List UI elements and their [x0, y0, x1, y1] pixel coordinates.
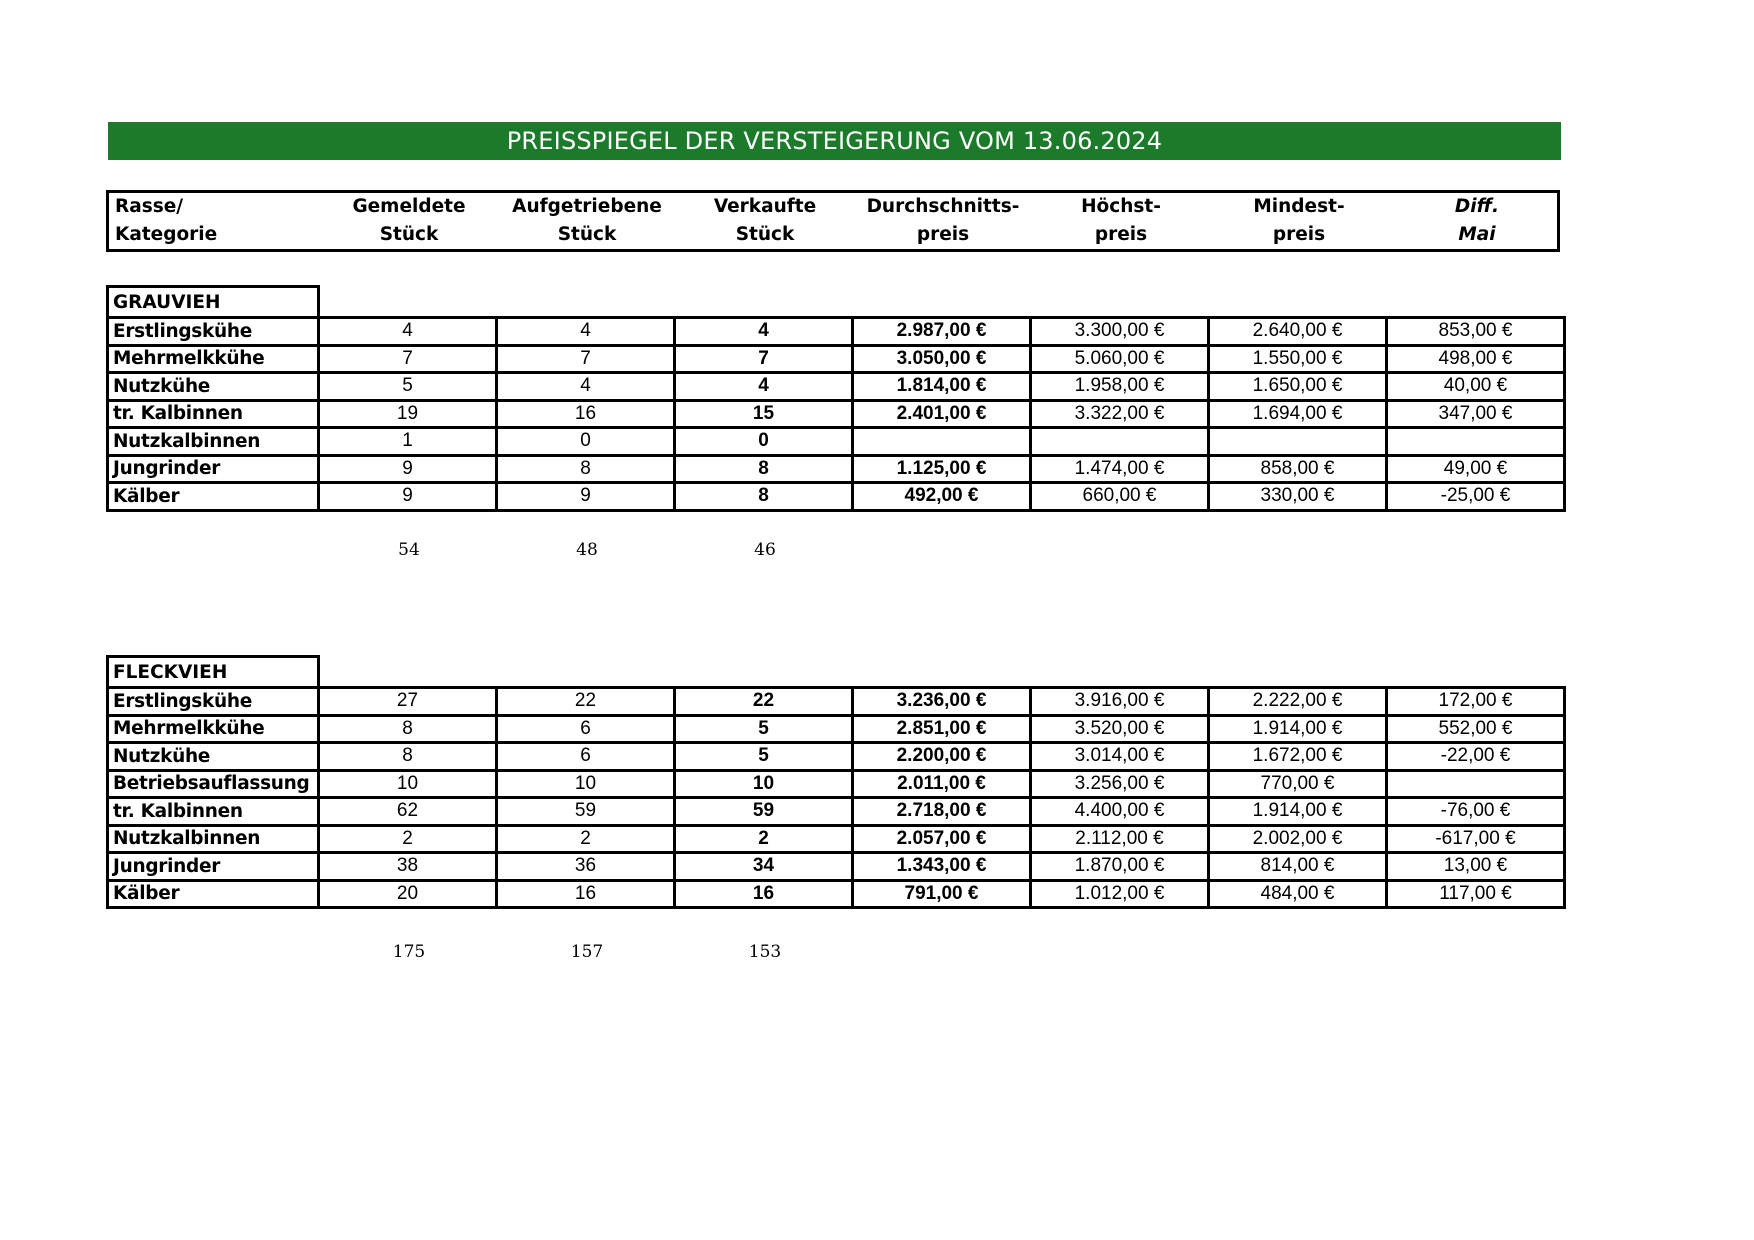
- category-cell: Kälber: [108, 483, 319, 511]
- table-row: [108, 770, 1565, 798]
- mindest-cell: 1.650,00 €: [1209, 373, 1387, 401]
- durchschnitt-cell: 2.718,00 €: [853, 798, 1031, 826]
- diff-cell: [1387, 428, 1565, 456]
- verkaufte-cell: 22: [675, 688, 853, 716]
- hoechst-cell: 3.322,00 €: [1031, 400, 1209, 428]
- grauvieh-table: [106, 316, 1566, 512]
- table-row: [108, 400, 1565, 428]
- hoechst-cell: 3.916,00 €: [1031, 688, 1209, 716]
- durchschnitt-cell: 1.343,00 €: [853, 853, 1031, 881]
- category-cell: Mehrmelkkühe: [108, 715, 319, 743]
- durchschnitt-cell: 2.987,00 €: [853, 318, 1031, 346]
- verkaufte-cell: 5: [675, 715, 853, 743]
- mindest-cell: 858,00 €: [1209, 455, 1387, 483]
- aufgetriebene-cell: 22: [497, 688, 675, 716]
- verkaufte-cell: 59: [675, 798, 853, 826]
- mindest-cell: 1.672,00 €: [1209, 743, 1387, 771]
- gemeldete-cell: 27: [319, 688, 497, 716]
- hoechst-cell: 1.012,00 €: [1031, 880, 1209, 908]
- hoechst-cell: 3.256,00 €: [1031, 770, 1209, 798]
- mindest-cell: 484,00 €: [1209, 880, 1387, 908]
- diff-cell: 40,00 €: [1387, 373, 1565, 401]
- gemeldete-cell: 8: [319, 715, 497, 743]
- hoechst-cell: [1031, 428, 1209, 456]
- header-diff: Diff. Mai: [1454, 196, 1500, 245]
- diff-cell: 853,00 €: [1387, 318, 1565, 346]
- aufgetriebene-cell: 10: [497, 770, 675, 798]
- aufgetriebene-cell: 36: [497, 853, 675, 881]
- diff-cell: 172,00 €: [1387, 688, 1565, 716]
- gemeldete-cell: 7: [319, 345, 497, 373]
- gemeldete-cell: 5: [319, 373, 497, 401]
- header-aufgetriebene: Aufgetriebene Stück: [512, 196, 662, 245]
- aufgetriebene-cell: 16: [497, 880, 675, 908]
- diff-cell: 347,00 €: [1387, 400, 1565, 428]
- section-label-fleckvieh: FLECKVIEH: [106, 655, 320, 688]
- category-cell: Nutzkalbinnen: [108, 825, 319, 853]
- durchschnitt-cell: 2.401,00 €: [853, 400, 1031, 428]
- mindest-cell: 2.222,00 €: [1209, 688, 1387, 716]
- total-aufgetriebene: 48: [576, 540, 598, 560]
- mindest-cell: 2.640,00 €: [1209, 318, 1387, 346]
- diff-cell: -76,00 €: [1387, 798, 1565, 826]
- hoechst-cell: 1.474,00 €: [1031, 455, 1209, 483]
- gemeldete-cell: 19: [319, 400, 497, 428]
- verkaufte-cell: 5: [675, 743, 853, 771]
- fleckvieh-table: [106, 686, 1566, 909]
- mindest-cell: 2.002,00 €: [1209, 825, 1387, 853]
- header-verkaufte: Verkaufte Stück: [713, 196, 817, 245]
- diff-cell: 117,00 €: [1387, 880, 1565, 908]
- aufgetriebene-cell: 0: [497, 428, 675, 456]
- gemeldete-cell: 9: [319, 455, 497, 483]
- durchschnitt-cell: 2.851,00 €: [853, 715, 1031, 743]
- gemeldete-cell: 10: [319, 770, 497, 798]
- verkaufte-cell: 8: [675, 455, 853, 483]
- durchschnitt-cell: 492,00 €: [853, 483, 1031, 511]
- durchschnitt-cell: 2.057,00 €: [853, 825, 1031, 853]
- category-cell: Nutzkühe: [108, 743, 319, 771]
- mindest-cell: 1.694,00 €: [1209, 400, 1387, 428]
- total-aufgetriebene: 157: [570, 942, 604, 962]
- durchschnitt-cell: [853, 428, 1031, 456]
- diff-cell: -25,00 €: [1387, 483, 1565, 511]
- aufgetriebene-cell: 4: [497, 318, 675, 346]
- diff-cell: -617,00 €: [1387, 825, 1565, 853]
- section-label-grauvieh: GRAUVIEH: [106, 285, 320, 318]
- table-row: [108, 825, 1565, 853]
- verkaufte-cell: 16: [675, 880, 853, 908]
- table-row: [108, 428, 1565, 456]
- durchschnitt-cell: 3.236,00 €: [853, 688, 1031, 716]
- page-title: PREISSPIEGEL DER VERSTEIGERUNG VOM 13.06.2024: [108, 122, 1561, 160]
- category-cell: Jungrinder: [108, 853, 319, 881]
- mindest-cell: [1209, 428, 1387, 456]
- gemeldete-cell: 62: [319, 798, 497, 826]
- aufgetriebene-cell: 59: [497, 798, 675, 826]
- durchschnitt-cell: 2.011,00 €: [853, 770, 1031, 798]
- gemeldete-cell: 2: [319, 825, 497, 853]
- diff-cell: [1387, 770, 1565, 798]
- verkaufte-cell: 10: [675, 770, 853, 798]
- table-row: [108, 373, 1565, 401]
- diff-cell: 13,00 €: [1387, 853, 1565, 881]
- category-cell: Jungrinder: [108, 455, 319, 483]
- diff-cell: -22,00 €: [1387, 743, 1565, 771]
- table-row: [108, 455, 1565, 483]
- table-row: [108, 853, 1565, 881]
- verkaufte-cell: 4: [675, 373, 853, 401]
- aufgetriebene-cell: 9: [497, 483, 675, 511]
- mindest-cell: 1.914,00 €: [1209, 715, 1387, 743]
- diff-cell: 498,00 €: [1387, 345, 1565, 373]
- aufgetriebene-cell: 6: [497, 715, 675, 743]
- hoechst-cell: 1.870,00 €: [1031, 853, 1209, 881]
- verkaufte-cell: 0: [675, 428, 853, 456]
- aufgetriebene-cell: 2: [497, 825, 675, 853]
- gemeldete-cell: 9: [319, 483, 497, 511]
- verkaufte-cell: 15: [675, 400, 853, 428]
- hoechst-cell: 660,00 €: [1031, 483, 1209, 511]
- hoechst-cell: 3.014,00 €: [1031, 743, 1209, 771]
- table-row: [108, 688, 1565, 716]
- category-cell: Mehrmelkkühe: [108, 345, 319, 373]
- durchschnitt-cell: 1.814,00 €: [853, 373, 1031, 401]
- verkaufte-cell: 7: [675, 345, 853, 373]
- total-verkaufte: 46: [754, 540, 776, 560]
- aufgetriebene-cell: 8: [497, 455, 675, 483]
- mindest-cell: 330,00 €: [1209, 483, 1387, 511]
- table-row: [108, 743, 1565, 771]
- mindest-cell: 1.550,00 €: [1209, 345, 1387, 373]
- table-row: [108, 345, 1565, 373]
- category-cell: Erstlingskühe: [108, 318, 319, 346]
- verkaufte-cell: 8: [675, 483, 853, 511]
- verkaufte-cell: 4: [675, 318, 853, 346]
- mindest-cell: 770,00 €: [1209, 770, 1387, 798]
- category-cell: Kälber: [108, 880, 319, 908]
- mindest-cell: 1.914,00 €: [1209, 798, 1387, 826]
- gemeldete-cell: 8: [319, 743, 497, 771]
- gemeldete-cell: 38: [319, 853, 497, 881]
- hoechst-cell: 2.112,00 €: [1031, 825, 1209, 853]
- category-cell: tr. Kalbinnen: [108, 798, 319, 826]
- aufgetriebene-cell: 4: [497, 373, 675, 401]
- hoechst-cell: 5.060,00 €: [1031, 345, 1209, 373]
- gemeldete-cell: 4: [319, 318, 497, 346]
- column-header: [106, 190, 1560, 252]
- header-hoechst: Höchst- preis: [1081, 196, 1161, 245]
- hoechst-cell: 3.300,00 €: [1031, 318, 1209, 346]
- diff-cell: 49,00 €: [1387, 455, 1565, 483]
- table-row: [108, 318, 1565, 346]
- table-row: [108, 483, 1565, 511]
- durchschnitt-cell: 3.050,00 €: [853, 345, 1031, 373]
- gemeldete-cell: 1: [319, 428, 497, 456]
- total-gemeldete: 54: [398, 540, 420, 560]
- category-cell: Nutzkalbinnen: [108, 428, 319, 456]
- table-row: [108, 715, 1565, 743]
- category-cell: tr. Kalbinnen: [108, 400, 319, 428]
- total-gemeldete: 175: [392, 942, 426, 962]
- header-gemeldete: Gemeldete Stück: [352, 196, 466, 245]
- category-cell: Erstlingskühe: [108, 688, 319, 716]
- gemeldete-cell: 20: [319, 880, 497, 908]
- header-durchschnitt: Durchschnitts- preis: [866, 196, 1020, 245]
- diff-cell: 552,00 €: [1387, 715, 1565, 743]
- aufgetriebene-cell: 16: [497, 400, 675, 428]
- durchschnitt-cell: 2.200,00 €: [853, 743, 1031, 771]
- aufgetriebene-cell: 7: [497, 345, 675, 373]
- hoechst-cell: 3.520,00 €: [1031, 715, 1209, 743]
- aufgetriebene-cell: 6: [497, 743, 675, 771]
- mindest-cell: 814,00 €: [1209, 853, 1387, 881]
- header-category: Rasse/ Kategorie: [115, 196, 218, 245]
- hoechst-cell: 4.400,00 €: [1031, 798, 1209, 826]
- table-row: [108, 798, 1565, 826]
- total-verkaufte: 153: [748, 942, 782, 962]
- durchschnitt-cell: 791,00 €: [853, 880, 1031, 908]
- hoechst-cell: 1.958,00 €: [1031, 373, 1209, 401]
- verkaufte-cell: 2: [675, 825, 853, 853]
- table-row: [108, 880, 1565, 908]
- header-mindest: Mindest- preis: [1253, 196, 1345, 245]
- durchschnitt-cell: 1.125,00 €: [853, 455, 1031, 483]
- category-cell: Nutzkühe: [108, 373, 319, 401]
- verkaufte-cell: 34: [675, 853, 853, 881]
- category-cell: Betriebsauflassung: [108, 770, 319, 798]
